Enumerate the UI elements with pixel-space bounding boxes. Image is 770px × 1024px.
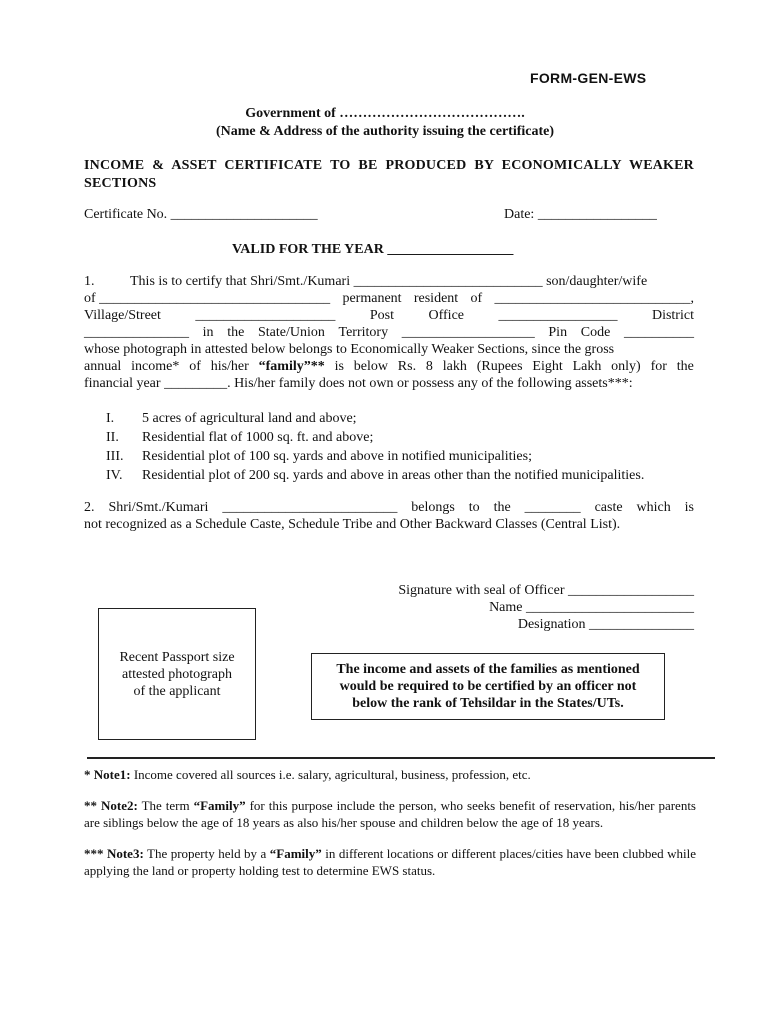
note-text: The property held by a <box>143 846 270 861</box>
word: the <box>227 325 245 340</box>
photo-instructions <box>99 649 255 700</box>
word: (Rupees <box>476 359 523 374</box>
paragraph-1-line <box>84 324 694 341</box>
list-number: I. <box>106 411 115 426</box>
word: annual <box>84 359 122 374</box>
note-text: for this purpose include the person, who seeks benefit of reservation, his/her parents are siblings below the age of 18 years as also his/her spouse and children below the age of 18 years. <box>84 798 696 830</box>
note-1 <box>84 766 696 783</box>
note-2 <box>84 797 696 831</box>
authority-line: (Name & Address of the authority issuing the certificate) <box>215 124 555 139</box>
note-3 <box>84 845 696 879</box>
paragraph-2-line: not recognized as a Schedule Caste, Schedule Tribe and Other Backward Classes (Central List). <box>84 517 621 532</box>
word: belongs <box>411 500 455 515</box>
note-label: *** Note3: <box>84 846 144 861</box>
word: ____________________ <box>195 308 336 323</box>
word: Lakh <box>572 359 602 374</box>
word: __________ <box>623 325 694 340</box>
word: of <box>189 359 201 374</box>
list-item <box>84 447 644 466</box>
word: for <box>650 359 667 374</box>
list-text: Residential flat of 1000 sq. ft. and above; <box>142 430 374 445</box>
word: Territory <box>338 325 389 340</box>
word: ___________________ <box>401 325 535 340</box>
word: below <box>353 359 388 374</box>
note-emphasis: “Family” <box>269 846 322 861</box>
word: caste <box>594 500 623 515</box>
word: Shri/Smt./Kumari <box>108 500 209 515</box>
word: Village/Street <box>84 308 161 323</box>
paragraph-text: whose photograph in attested below belongs to Economically Weaker Sections, since the gross <box>84 342 615 357</box>
divider <box>87 757 715 759</box>
note-text: The term <box>137 798 194 813</box>
designation-line: Designation _______________ <box>517 617 694 632</box>
note-text: in different locations or different places/cities have been clubbed while applying the land or property holding test to determine EWS status. <box>84 846 696 878</box>
paragraph-1-line <box>84 273 694 290</box>
word: of _________________________________ <box>84 291 331 306</box>
certification-notice <box>311 653 665 720</box>
paragraph-2 <box>84 499 694 533</box>
name-line: Name ________________________ <box>489 600 694 615</box>
note-label: * Note1: <box>84 767 131 782</box>
note-emphasis: “Family” <box>193 798 246 813</box>
word: permanent <box>342 291 402 306</box>
word: ____________________________, <box>494 291 694 306</box>
signature-line: Signature with seal of Officer __________________ <box>398 583 694 598</box>
paragraph-1-line <box>84 358 694 375</box>
word: Eight <box>532 359 563 374</box>
asset-list <box>84 409 644 485</box>
paragraph-number: 2. <box>84 500 95 515</box>
signature-block <box>398 582 694 633</box>
list-text: Residential plot of 100 sq. yards and above in notified municipalities; <box>142 449 532 464</box>
list-item <box>84 428 644 447</box>
list-text: Residential plot of 200 sq. yards and above in areas other than the notified municipalities. <box>142 468 645 483</box>
word: resident <box>413 291 459 306</box>
word: his/her <box>210 359 249 374</box>
word: to <box>468 500 480 515</box>
word: _______________ <box>84 325 189 340</box>
word: Office <box>428 308 464 323</box>
paragraph-1-line <box>84 307 694 324</box>
list-item <box>84 409 644 428</box>
notice-line: below the rank of Tehsildar in the States/UTs. <box>352 696 624 711</box>
word: Post <box>369 308 395 323</box>
paragraph-1-line <box>84 375 694 392</box>
list-text: 5 acres of agricultural land and above; <box>142 411 357 426</box>
word: of <box>470 291 483 306</box>
notice-line: would be required to be certified by an officer not <box>339 679 637 694</box>
photo-text-line: attested photograph <box>121 667 233 682</box>
list-number: II. <box>106 430 119 445</box>
form-code: FORM-GEN-EWS <box>530 70 647 86</box>
paragraph-1 <box>84 273 694 392</box>
word: the <box>676 359 694 374</box>
paragraph-2-line <box>84 499 694 516</box>
word: District <box>651 308 694 323</box>
photo-placeholder <box>98 608 256 740</box>
valid-for-year: VALID FOR THE YEAR __________________ <box>232 242 514 257</box>
word: 8 <box>425 359 433 374</box>
photo-text-line: of the applicant <box>133 684 221 699</box>
word: in <box>202 325 214 340</box>
word: lakh <box>442 359 467 374</box>
word: _________________________ <box>222 500 398 515</box>
note-label: ** Note2: <box>84 798 138 813</box>
notice-line: The income and assets of the families as mentioned <box>336 662 640 677</box>
word: Pin <box>548 325 568 340</box>
paragraph-1-line <box>84 341 694 358</box>
document-title: INCOME & ASSET CERTIFICATE TO BE PRODUCED BY ECONOMICALLY WEAKER SECTIONS <box>84 158 694 191</box>
word: which <box>636 500 671 515</box>
word: income* <box>131 359 180 374</box>
word: is <box>684 500 694 515</box>
word: “family”** <box>258 359 325 374</box>
paragraph-text: financial year _________. His/her family does not own or possess any of the following assets***: <box>84 376 633 391</box>
word: Rs. <box>397 359 417 374</box>
paragraph-text: This is to certify that Shri/Smt./Kumari ___________________________ son/daughter/wife <box>130 274 648 289</box>
list-item <box>84 466 644 485</box>
word: the <box>493 500 511 515</box>
government-line: Government of …………………………………. <box>245 106 525 121</box>
word: _________________ <box>498 308 618 323</box>
list-number: IV. <box>106 468 123 483</box>
word: Code <box>580 325 611 340</box>
word: State/Union <box>257 325 325 340</box>
note-text: Income covered all sources i.e. salary, agricultural, business, profession, etc. <box>130 767 531 782</box>
word: ________ <box>524 500 581 515</box>
list-number: III. <box>106 449 124 464</box>
word: only) <box>611 359 641 374</box>
paragraph-number: 1. <box>84 274 95 289</box>
word: is <box>334 359 344 374</box>
date-field: Date: _________________ <box>504 207 657 222</box>
certificate-number-field: Certificate No. _____________________ <box>84 207 318 222</box>
photo-text-line: Recent Passport size <box>119 650 235 665</box>
paragraph-1-line <box>84 290 694 307</box>
